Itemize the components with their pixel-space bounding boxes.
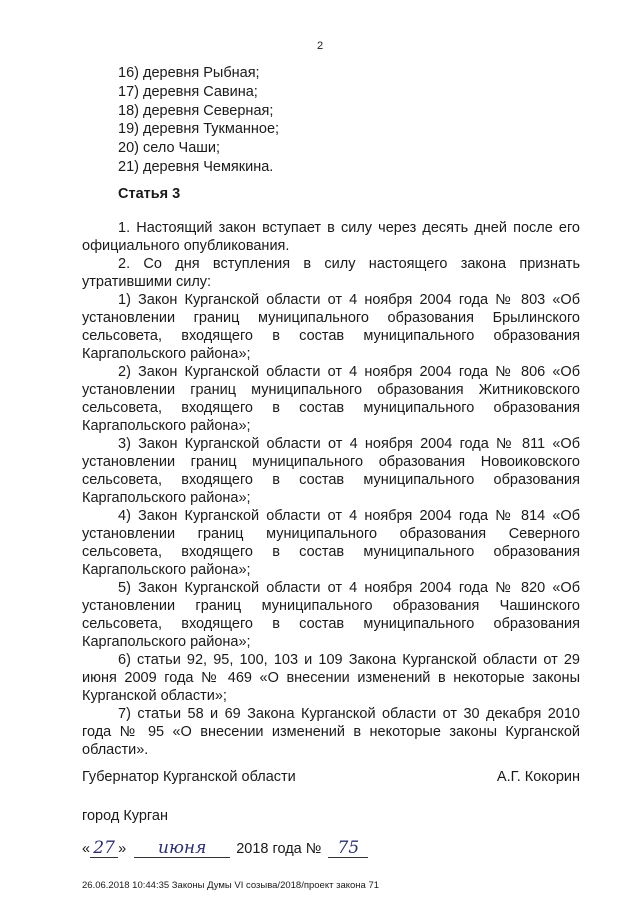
handwritten-day: 27 <box>93 838 115 858</box>
footer-path: 26.06.2018 10:44:35 Законы Думы VI созыва/2018/проект закона 71 <box>82 880 380 891</box>
governor-name: А.Г. Кокорин <box>496 769 580 785</box>
paragraph: 7) статьи 58 и 69 Закона Курганской области от 30 декабря 2010 года № 95 «О внесении изменений в некоторые законы Курганской области». <box>82 706 580 758</box>
article-title: Статья 3 <box>118 186 181 202</box>
city-name: город Курган <box>82 808 168 824</box>
list-item: 20) село Чаши; <box>118 140 221 157</box>
paragraph: 4) Закон Курганской области от 4 ноября 2004 года № 814 «Об установлении границ муниципального образования Северного сельсовета, входящего в состав муниципального образования Каргапольского района»; <box>82 508 580 578</box>
handwritten-month: июня <box>158 838 207 858</box>
page-number: 2 <box>316 40 324 52</box>
close-quote: » <box>118 841 127 857</box>
paragraph: 5) Закон Курганской области от 4 ноября 2004 года № 820 «Об установлении границ муниципального образования Чашинского сельсовета, входящего в состав муниципального образования Каргапольского района»; <box>82 580 580 650</box>
handwritten-number: 75 <box>337 838 360 858</box>
article-body <box>82 219 580 759</box>
governor-title: Губернатор Курганской области <box>82 769 296 785</box>
signature-block <box>82 769 580 785</box>
paragraph: 1. Настоящий закон вступает в силу через десять дней после его официального опубликования. <box>82 220 580 254</box>
list-item: 16) деревня Рыбная; <box>118 65 260 81</box>
list-item: 19) деревня Тукманное; <box>118 121 280 138</box>
list-item: 17) деревня Савина; <box>118 83 258 100</box>
paragraph: 6) статьи 92, 95, 100, 103 и 109 Закона Курганской области от 29 июня 2009 года № 469 «О внесении изменений в некоторые законы Курганской области»; <box>82 652 580 704</box>
date-line <box>82 840 368 858</box>
open-quote: « <box>82 841 91 857</box>
list-item: 18) деревня Северная; <box>118 102 274 119</box>
paragraph: 3) Закон Курганской области от 4 ноября 2004 года № 811 «Об установлении границ муниципального образования Новоиковского сельсовета, входящего в состав муниципального образования Каргапольского района»; <box>82 436 580 506</box>
paragraph: 2) Закон Курганской области от 4 ноября 2004 года № 806 «Об установлении границ муниципального образования Житниковского сельсовета, входящего в состав муниципального образования Каргапольского района»; <box>82 364 580 434</box>
paragraph: 2. Со дня вступления в силу настоящего закона признать утратившими силу: <box>82 256 580 290</box>
paragraph: 1) Закон Курганской области от 4 ноября 2004 года № 803 «Об установлении границ муниципального образования Брылинского сельсовета, входящего в состав муниципального образования Каргапольского района»; <box>82 292 580 362</box>
year-text: 2018 года № <box>236 841 322 857</box>
list-item: 21) деревня Чемякина. <box>118 158 274 175</box>
settlement-list <box>118 64 279 177</box>
